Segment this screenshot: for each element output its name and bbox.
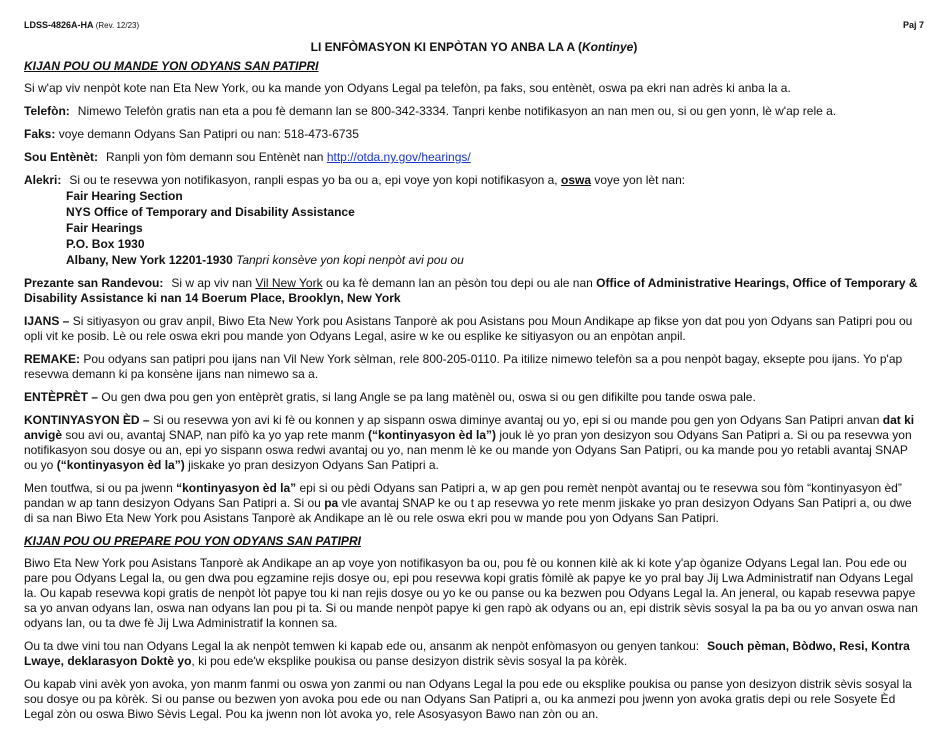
- address-line-5: Albany, New York 12201-1930: [66, 253, 233, 267]
- aid-text-2: sou avi ou, avantaj SNAP, nan pifò ka yo yap rete manm: [65, 428, 365, 442]
- prepare-2-bold: Souch pèman, Bòdwo, Resi, Kontra Lwaye, deklarasyon Doktè yo: [24, 639, 910, 668]
- inperson-text-1: Si w ap viv nan: [171, 276, 253, 290]
- form-id-text: LDSS-4826A-HA: [24, 20, 94, 30]
- aid-text-3: jouk lè yo pran yon desizyon sou Odyans San Patipri a. Si ou pa resevwa yon notifikasyon sou dosye ou an, epi yo sispann oswa redwi avantaj ou yo, nan menm lè ke ou mande yon Odyans San Patipri, ou ka mande pou yo retabli avantaj SNAP ou yo: [24, 428, 912, 472]
- write-oswa: oswa: [561, 173, 592, 187]
- remark-text: Pou odyans san patipri pou ijans nan Vil New York sèlman, rele 800-205-0110. Pa itilize nimewo telefòn sa a pou nenpòt bagay, eksepte pou ijans. Yo p'ap resevwa demann ki pa konsène ijans nan nimewo sa a.: [24, 352, 903, 381]
- aid-text-4: jiskake yo pran desizyon Odyans San Patipri a.: [188, 458, 439, 472]
- page-number: Paj 7: [902, 20, 924, 30]
- interpreter-paragraph: [24, 390, 924, 405]
- however-text-3: vle avantaj SNAP ke ou t ap resevwa yo rete menm jiskake yo pran desizyon Odyans San Patipri a, ou dwe di sa nan Biwo Eta New York pou Asistans Tanporè ak Andikape an lè ou rele oswa ekri pou w mande pou yon Odyans San Patipri.: [24, 496, 912, 525]
- prepare-paragraph-2: [24, 639, 924, 669]
- however-bold-2: pa: [324, 496, 339, 510]
- title-main: LI ENFÒMASYON KI ENPÒTAN YO ANBA LA A (: [310, 40, 582, 54]
- however-text-1: Men toutfwa, si ou pa jwenn: [24, 481, 173, 495]
- inperson-office: Office of Administrative Hearings, Office of Temporary & Disability Assistance ki nan 14 Boerum Place, Brooklyn, New York: [24, 276, 918, 305]
- however-bold-1: “kontinyasyon èd la”: [176, 481, 297, 495]
- document-page: [24, 20, 924, 722]
- prepare-2-text: Ou ta dwe vini tou nan Odyans Legal la ak nenpòt temwen ki kapab ede ou, ansanm ak nenpòt enfòmasyon ou genyen tankou:: [24, 639, 700, 653]
- online-paragraph: [24, 150, 924, 165]
- phone-label: Telefòn:: [24, 104, 70, 118]
- interpreter-label: ENTÈPRÈT –: [24, 390, 99, 404]
- inperson-label: Prezante san Randevou:: [24, 276, 164, 290]
- fax-label: Faks:: [24, 127, 56, 141]
- address-line-1: Fair Hearing Section: [66, 189, 183, 203]
- aid-text-1: Si ou resevwa yon avi ki fè ou konnen y ap sispann oswa diminye avantaj ou yo, epi si ou mande pou gen yon Odyans San Patipri anvan: [152, 413, 880, 427]
- inperson-city: Vil New York: [255, 276, 323, 290]
- section-heading-request: KIJAN POU OU MANDE YON ODYANS SAN PATIPRI: [24, 59, 319, 73]
- online-label: Sou Entènèt:: [24, 150, 98, 164]
- emergency-paragraph: [24, 314, 924, 344]
- aid-label: KONTINYASYON ÈD –: [24, 413, 150, 427]
- remark-label: REMAKE:: [24, 352, 80, 366]
- address-line-5-wrap: [66, 252, 924, 268]
- title-italic: Kontinye: [582, 40, 634, 54]
- intro-paragraph: Si w'ap viv nenpòt kote nan Eta New York, ou ka mande yon Odyans Legal pa telefòn, pa faks, sou entènèt, oswa pa ekri nan adrès ki anba la a.: [24, 81, 791, 95]
- emergency-label: IJANS –: [24, 314, 70, 328]
- hearings-link[interactable]: http://otda.ny.gov/hearings/: [326, 150, 471, 164]
- aid-bold-3: (“kontinyasyon èd la”): [56, 458, 185, 472]
- prepare-paragraph-3: Ou kapab vini avèk yon avoka, yon manm fanmi ou oswa yon zanmi ou nan Odyans Legal la pou ede ou eksplike poukisa ou panse yon desizyon distrik sèvis sosyal la sou dosye ou pa kòrèk. Si ou panse ou bezwen yon avoka pou ede ou nan Odyans San Patipri a, ou ka anmezi pou jwenn yon avoka gratis depi ou rele Sosyete Èd Legal zòn ou oswa Biwo Sèvis Legal. Pou ka jwenn non lòt avoka yo, rele Asosyasyon Bawo nan zòn ou an.: [24, 677, 912, 721]
- address-line-2: NYS Office of Temporary and Disability Assistance: [66, 205, 355, 219]
- address-line-3: Fair Hearings: [66, 221, 143, 235]
- phone-paragraph: [24, 104, 924, 119]
- write-text-2: voye yon lèt nan:: [594, 173, 686, 187]
- inperson-paragraph: [24, 276, 924, 306]
- address-note: Tanpri konsève yon kopi nenpòt avi pou ou: [236, 253, 464, 267]
- phone-text: Nimewo Telefòn gratis nan eta a pou fè demann lan se 800-342-3334. Tanpri kenbe notifikasyon an nan men ou, si ou gen yonn, lè w'ap rele a.: [77, 104, 837, 118]
- write-label: Alekri:: [24, 173, 62, 187]
- mailing-address: [66, 188, 924, 268]
- address-line-4: P.O. Box 1930: [66, 237, 145, 251]
- fax-text: voye demann Odyans San Patipri ou nan: 518-473-6735: [58, 127, 359, 141]
- interpreter-text: Ou gen dwa pou gen yon entèprèt gratis, si lang Angle se pa lang matènèl ou, oswa si ou gen difikilte pou tande oswa pale.: [101, 390, 756, 404]
- however-text-2: epi si ou pèdi Odyans san Patipri a, w ap gen pou remèt nenpòt avantaj ou te resevwa sou fòm “kontinyasyon èd” pandan w ap tann desizyon Odyans San Patipri a. Si ou: [24, 481, 902, 510]
- write-text-1: Si ou te resevwa yon notifikasyon, ranpli espas yo ba ou a, epi voye yon kopi notifikasyon a,: [69, 173, 558, 187]
- form-revision: (Rev. 12/23): [95, 21, 140, 30]
- write-paragraph: [24, 173, 924, 188]
- inperson-text-2: ou ka fè demann lan an pèsòn tou depi ou ale nan: [325, 276, 593, 290]
- section-heading-prepare: KIJAN POU OU PREPARE POU YON ODYANS SAN PATIPRI: [24, 534, 361, 548]
- aid-bold-1: dat ki anvigè: [24, 413, 915, 442]
- aid-bold-2: (“kontinyasyon èd la”): [368, 428, 497, 442]
- however-paragraph: [24, 481, 924, 526]
- emergency-text: Si sitiyasyon ou grav anpil, Biwo Eta New York pou Asistans Tanporè ak pou Asistans pou Moun Andikape ap fikse yon dat pou yon Odyans san Patipri pou ou opli vit ke posib. Lè ou rele oswa ekri pou mande yon Odyans Legal, asire w ke ou esplike ke sitiyasyon ou an enpòtan anpil.: [24, 314, 913, 343]
- fax-paragraph: [24, 127, 924, 142]
- page-header: [24, 20, 924, 34]
- remark-paragraph: [24, 352, 924, 382]
- aid-continuation-paragraph: [24, 413, 924, 473]
- form-id: [24, 20, 139, 34]
- prepare-2-text-2: , ki pou ede'w eksplike poukisa ou panse desizyon distrik sèvis sosyal la pa kòrèk.: [191, 654, 628, 668]
- page-title: [24, 40, 924, 54]
- prepare-paragraph-1: Biwo Eta New York pou Asistans Tanporè ak Andikape an ap voye yon notifikasyon ba ou, pou fè ou konnen kilè ak ki kote y'ap òganize Odyans Legal lan. Pou ede ou pare pou Odyans Legal la, ou gen dwa pou egzamine rejis dosye ou, epi pou resevwa kopi gratis fòmilè ak papye ke yo pral bay Jij Lwa Administratif nan Odyans Legal la. Ou kapab resevwa kopi gratis de nenpòt lòt papye tou ki nan rejis dosye ou yo ke ou panse ou ka bezwen pou Odyans Legal la. An jeneral, ou kapab resevwa papye sa yo anvan odyans lan, oswa nan odyans lan pou pi ta. Si ou mande nenpòt papye ki gen rapò ak odyans ou an, epi distrik sèvis sosyal la pa ba ou yo anvan oswa nan odyans lan, ou ta dwe fè Jij Lwa Administratif la konnen sa.: [24, 556, 918, 630]
- title-close: ): [633, 40, 638, 54]
- online-text: Ranpli yon fòm demann sou Entènèt nan: [106, 150, 324, 164]
